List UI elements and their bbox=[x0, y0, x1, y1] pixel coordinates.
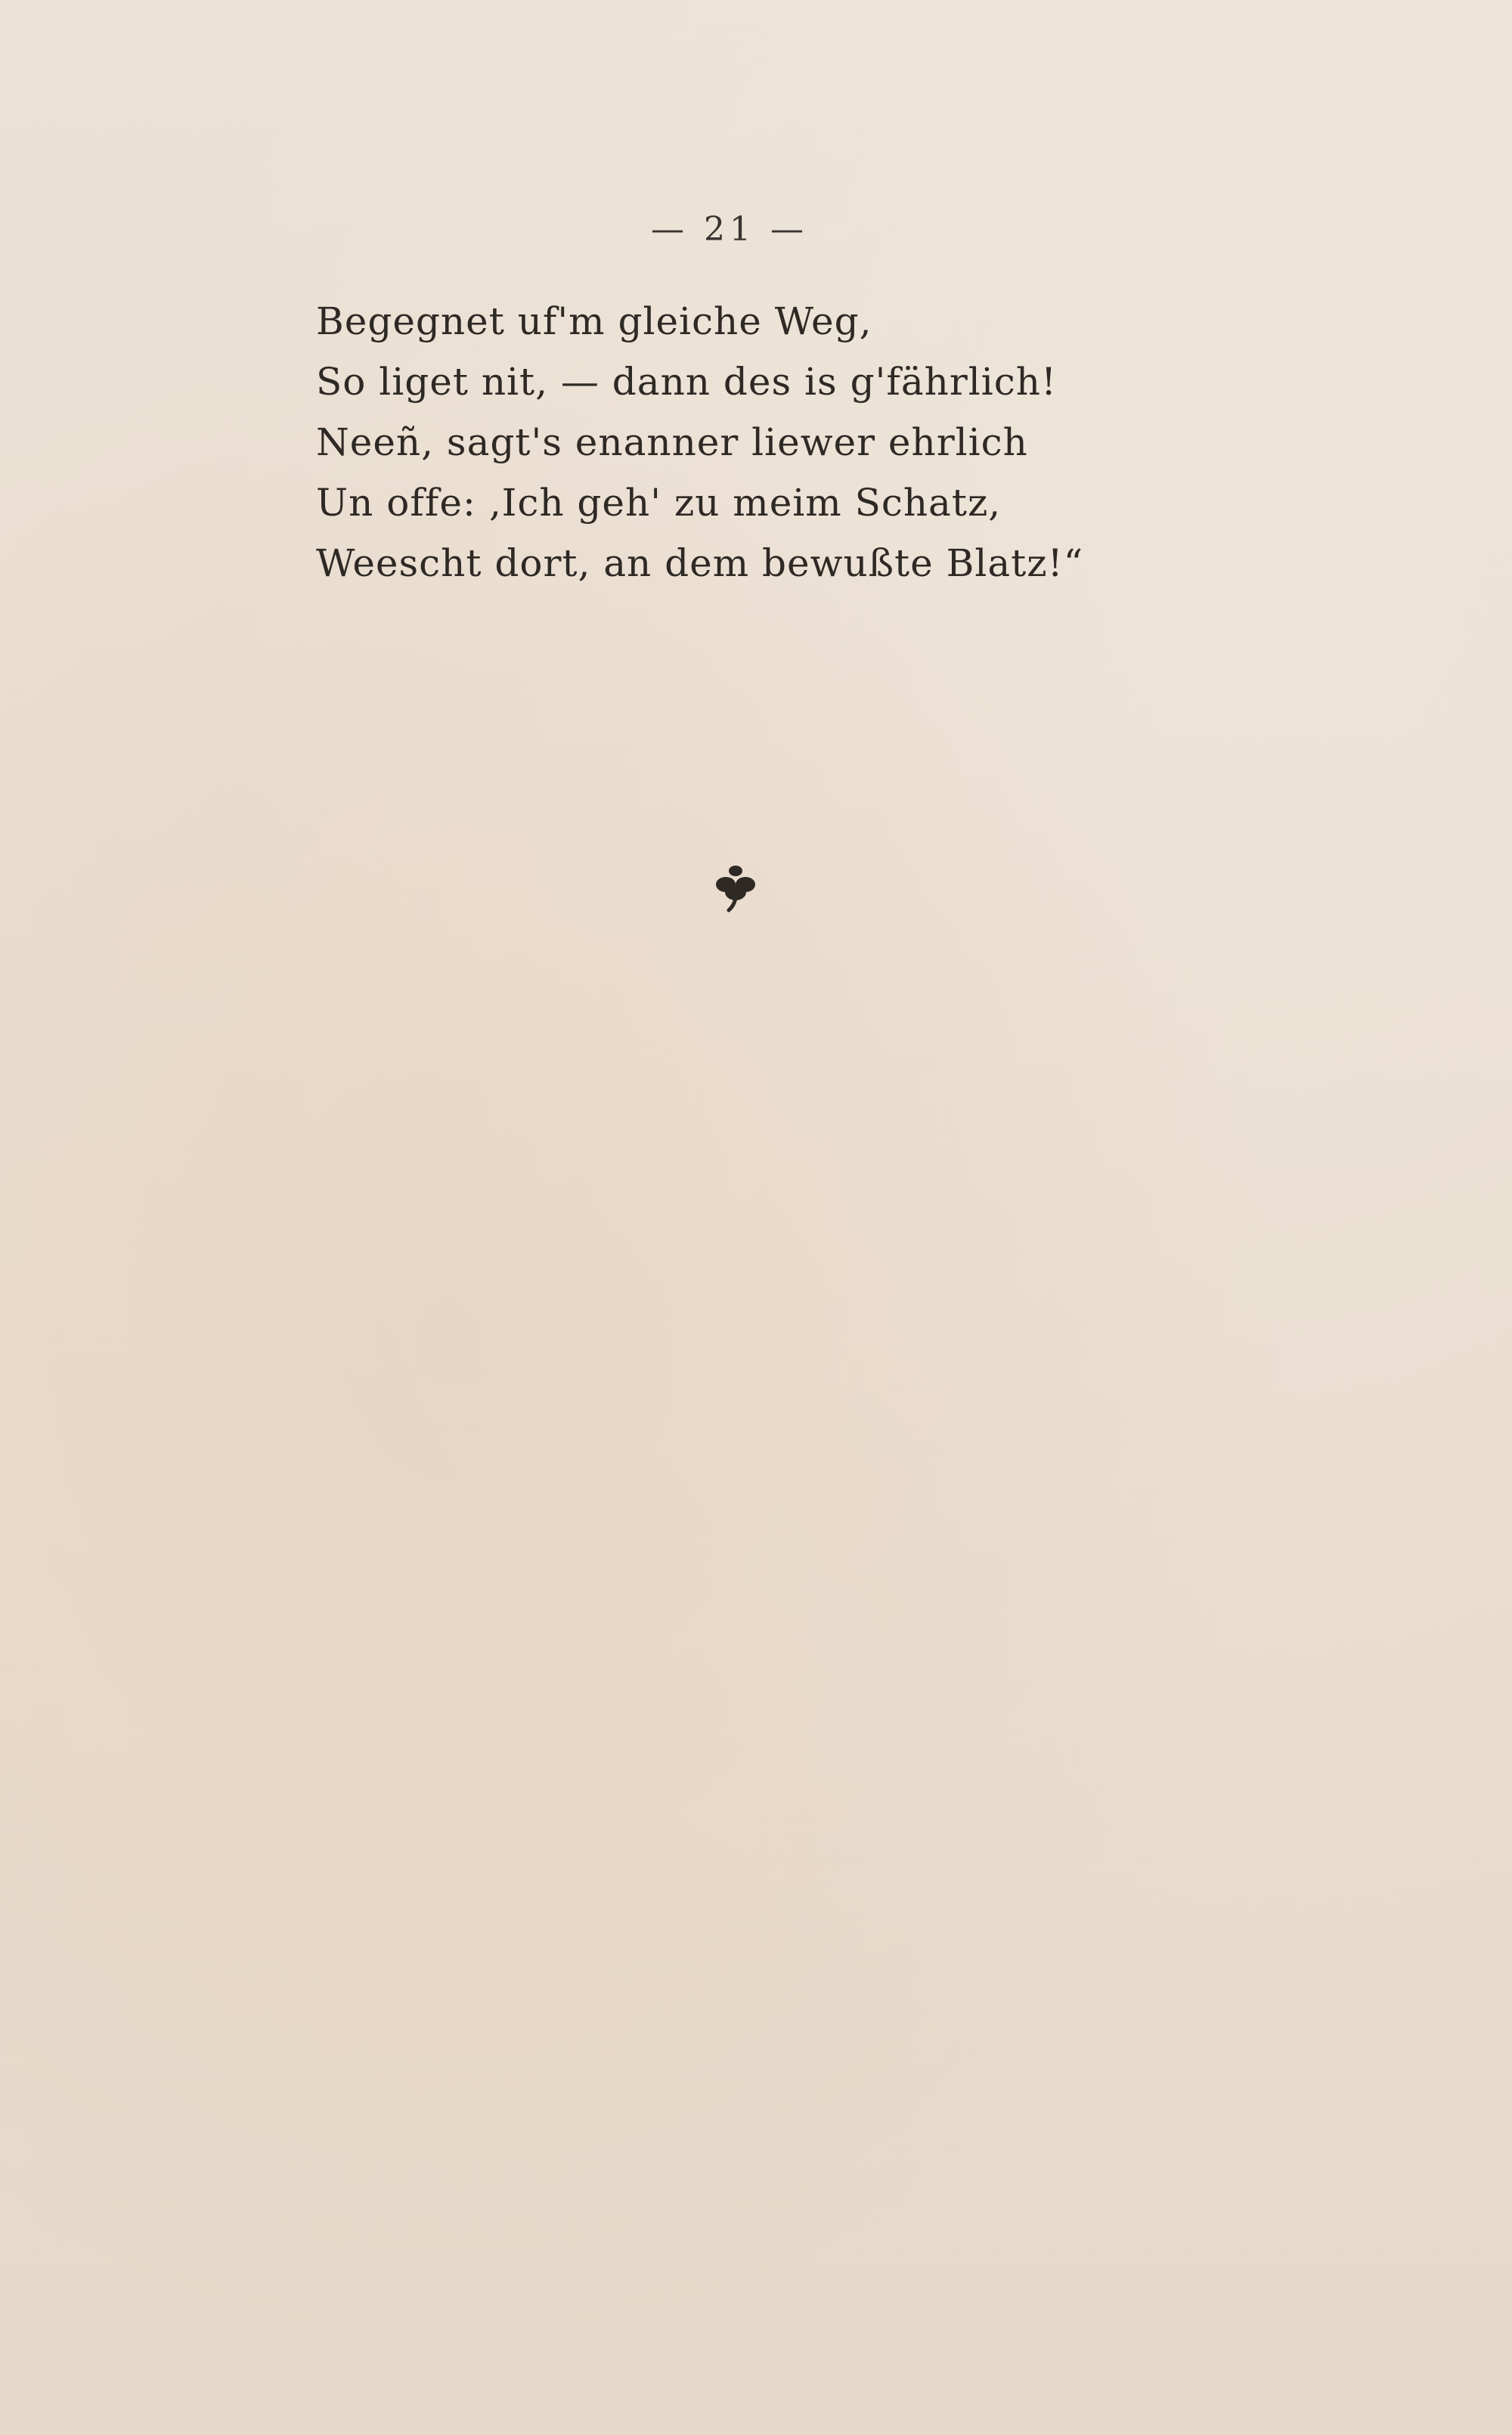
floral-vignette-icon bbox=[709, 862, 762, 915]
verse-line-4: Un offe: ‚Ich geh' zu meim Schatz, bbox=[316, 481, 1002, 525]
page-number: — 21 — bbox=[651, 210, 808, 249]
verse-line-1: Begegnet uf'm gleiche Weg, bbox=[316, 299, 872, 343]
poem-stanza bbox=[316, 291, 1223, 593]
verse-line-2: So liget nit, — dann des is g'fährlich! bbox=[316, 360, 1058, 404]
verse-line-5: Weescht dort, an dem bewußte Blatz!“ bbox=[316, 541, 1084, 585]
verse-line-3: Neeñ, sagt's enanner liewer ehrlich bbox=[316, 420, 1028, 464]
